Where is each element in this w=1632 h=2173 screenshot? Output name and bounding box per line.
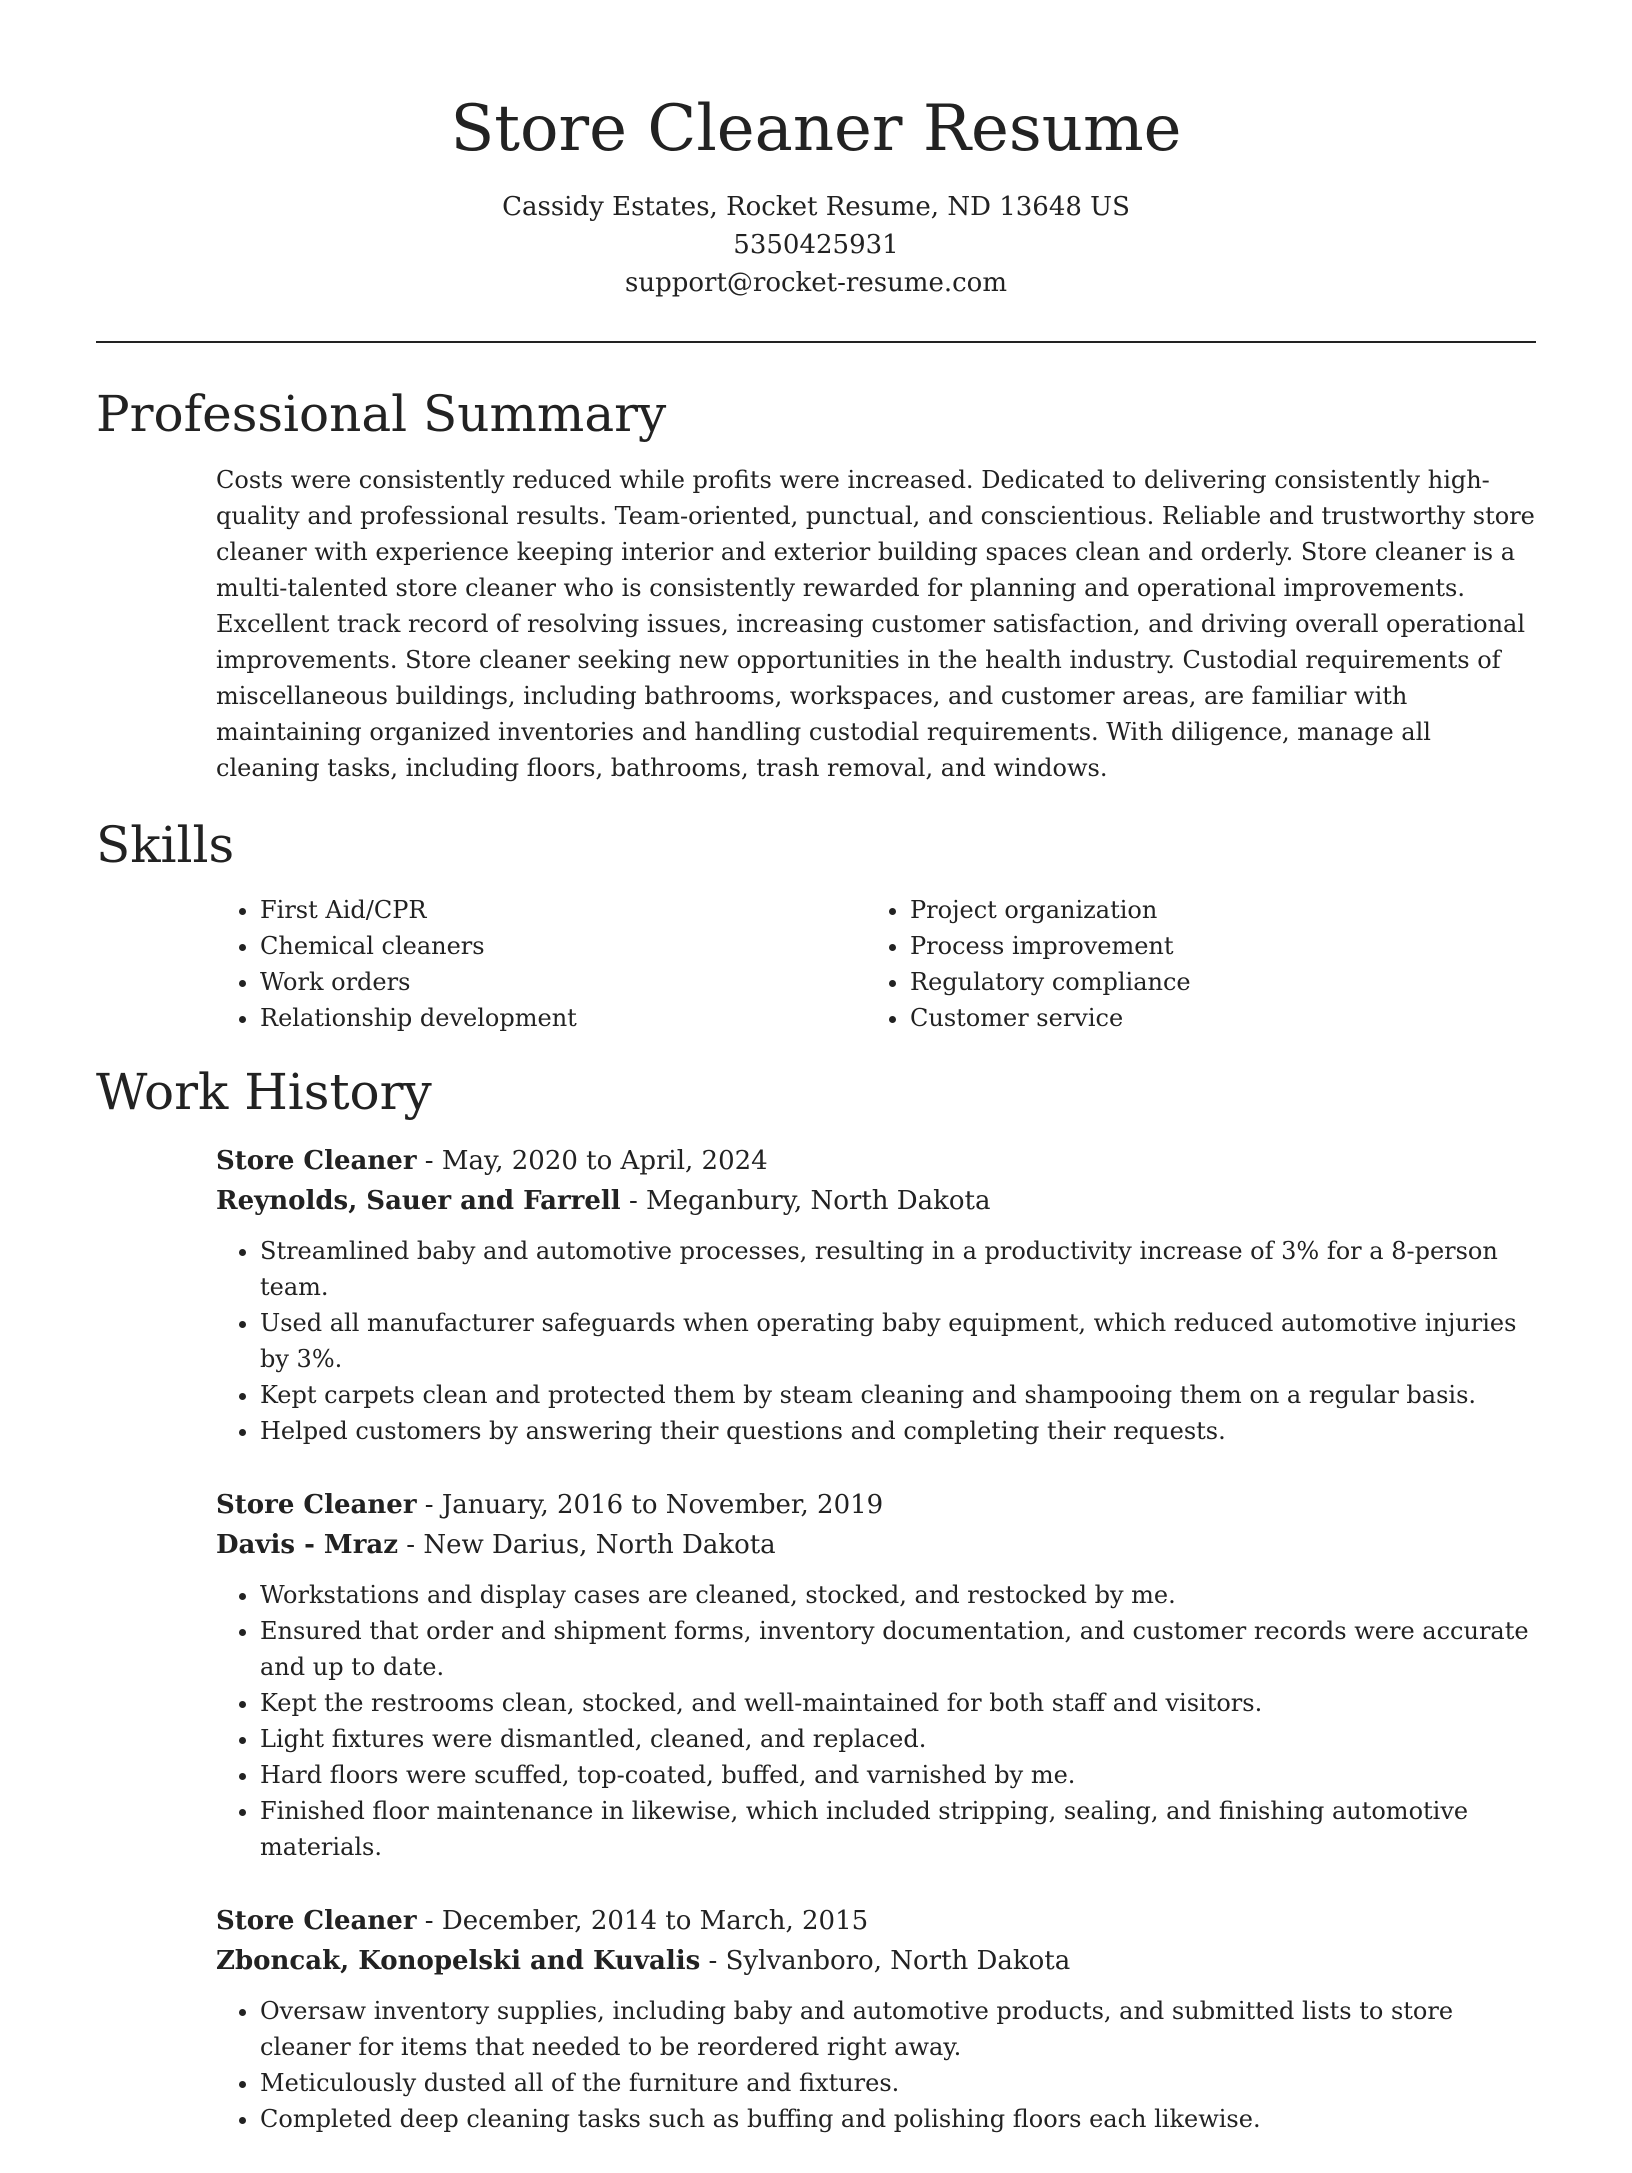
job-title-line: Store Cleaner - December, 2014 to March, 2015	[216, 1906, 869, 1936]
skills-heading: Skills	[96, 816, 235, 874]
job-location: Sylvanboro, North Dakota	[725, 1946, 1071, 1976]
skills-column-right	[866, 892, 1516, 1036]
summary-heading: Professional Summary	[96, 385, 667, 443]
job-bullets	[216, 1993, 1538, 2137]
address: Cassidy Estates, Rocket Resume, ND 13648 US	[502, 192, 1130, 222]
resume-title: Store Cleaner Resume	[450, 92, 1182, 166]
header-divider	[96, 341, 1536, 343]
job-title: Store Cleaner	[216, 1906, 417, 1936]
job-bullet: • Meticulously dusted all of the furniture and fixtures.	[260, 2065, 1538, 2101]
job-dates: December, 2014 to March, 2015	[441, 1906, 869, 1936]
job-bullet: • Completed deep cleaning tasks such as buffing and polishing floors each likewise.	[260, 2101, 1538, 2137]
job-title: Store Cleaner	[216, 1146, 417, 1176]
job-company-line: Reynolds, Sauer and Farrell - Meganbury, North Dakota	[216, 1186, 991, 1216]
job-company-line: Zboncak, Konopelski and Kuvalis - Sylvanboro, North Dakota	[216, 1946, 1071, 1976]
summary-text: Costs were consistently reduced while profits were increased. Dedicated to delivering consistently high-quality and professional results. Team-oriented, punctual, and conscientious. Reliable and trustworthy store cleaner with experience keeping interior and exterior building spaces clean and orderly. Store cleaner is a multi-talented store cleaner who is consistently rewarded for planning and operational improvements. Excellent track record of resolving issues, increasing customer satisfaction, and driving overall operational improvements. Store cleaner seeking new opportunities in the health industry. Custodial requirements of miscellaneous buildings, including bathrooms, workspaces, and customer areas, are familiar with maintaining organized inventories and handling custodial requirements. With diligence, manage all cleaning tasks, including floors, bathrooms, trash removal, and windows.	[216, 466, 1535, 782]
skill-item: • Process improvement	[910, 928, 1516, 964]
work-history-heading: Work History	[96, 1063, 432, 1121]
job-bullet: • Hard floors were scuffed, top-coated, buffed, and varnished by me.	[260, 1757, 1538, 1793]
job-bullet: • Helped customers by answering their questions and completing their requests.	[260, 1413, 1538, 1449]
skill-item: • Chemical cleaners	[260, 928, 866, 964]
job-bullet: • Used all manufacturer safeguards when operating baby equipment, which reduced automotive injuries by 3%.	[260, 1305, 1538, 1377]
job-company: Zboncak, Konopelski and Kuvalis	[216, 1946, 701, 1976]
job-company: Reynolds, Sauer and Farrell	[216, 1186, 621, 1216]
job-title-line: Store Cleaner - January, 2016 to November, 2019	[216, 1490, 884, 1520]
job-bullet: • Workstations and display cases are cleaned, stocked, and restocked by me.	[260, 1577, 1538, 1613]
skill-item: • Customer service	[910, 1000, 1516, 1036]
job-title-line: Store Cleaner - May, 2020 to April, 2024	[216, 1146, 768, 1176]
job-bullets	[216, 1577, 1538, 1865]
skills-list	[216, 892, 1538, 1036]
skill-item: • Project organization	[910, 892, 1516, 928]
job-location: New Darius, North Dakota	[423, 1530, 776, 1560]
job-entry	[216, 1141, 1538, 1449]
job-entry	[216, 1485, 1538, 1865]
job-bullets	[216, 1233, 1538, 1449]
skill-item: • Regulatory compliance	[910, 964, 1516, 1000]
job-entry	[216, 1901, 1538, 2137]
job-bullet: • Ensured that order and shipment forms, inventory documentation, and customer records were accurate and up to date.	[260, 1613, 1538, 1685]
job-dates: January, 2016 to November, 2019	[441, 1490, 884, 1520]
contact-info	[0, 188, 1632, 302]
skill-item: • First Aid/CPR	[260, 892, 866, 928]
skills-column-left	[216, 892, 866, 1036]
job-bullet: • Oversaw inventory supplies, including baby and automotive products, and submitted lists to store cleaner for items that needed to be reordered right away.	[260, 1993, 1538, 2065]
resume-header	[0, 84, 1632, 302]
work-history-list	[216, 1141, 1538, 2173]
job-bullet: • Finished floor maintenance in likewise, which included stripping, sealing, and finishing automotive materials.	[260, 1793, 1538, 1865]
job-bullet: • Light fixtures were dismantled, cleaned, and replaced.	[260, 1721, 1538, 1757]
skill-item: • Relationship development	[260, 1000, 866, 1036]
job-bullet: • Kept the restrooms clean, stocked, and well-maintained for both staff and visitors.	[260, 1685, 1538, 1721]
phone-number: 5350425931	[733, 230, 899, 260]
email-address: support@rocket-resume.com	[624, 268, 1007, 298]
job-company: Davis - Mraz	[216, 1530, 398, 1560]
job-company-line: Davis - Mraz - New Darius, North Dakota	[216, 1530, 776, 1560]
job-bullet: • Kept carpets clean and protected them by steam cleaning and shampooing them on a regular basis.	[260, 1377, 1538, 1413]
job-bullet: • Streamlined baby and automotive processes, resulting in a productivity increase of 3% for a 8-person team.	[260, 1233, 1538, 1305]
job-dates: May, 2020 to April, 2024	[441, 1146, 768, 1176]
skill-item: • Work orders	[260, 964, 866, 1000]
job-location: Meganbury, North Dakota	[646, 1186, 991, 1216]
job-title: Store Cleaner	[216, 1490, 417, 1520]
